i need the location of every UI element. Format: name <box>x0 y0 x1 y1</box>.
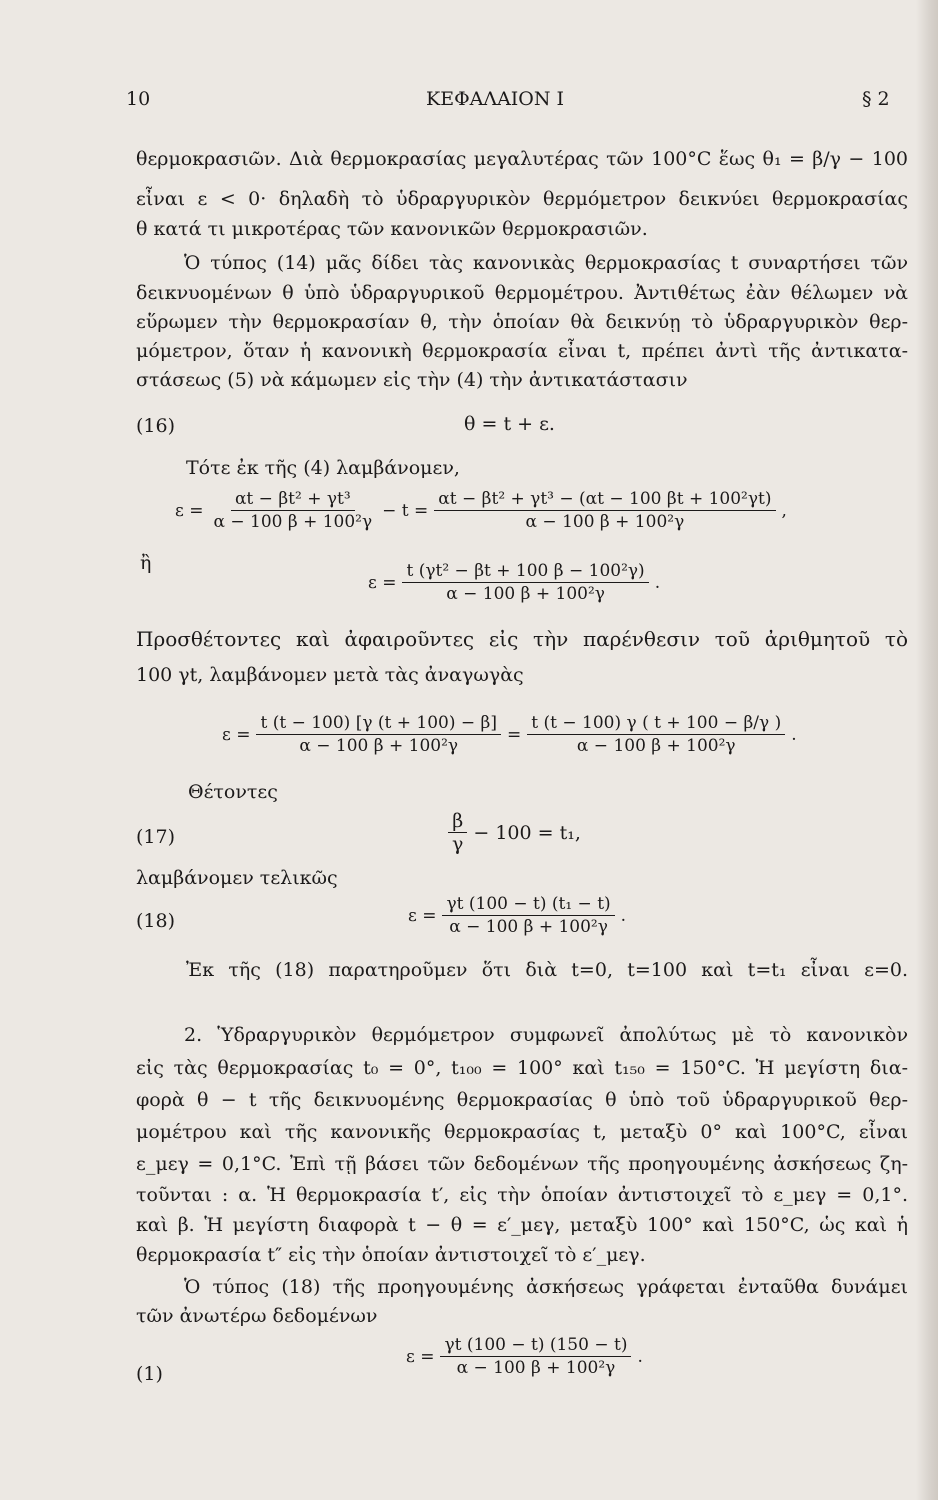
text-line: καὶ β. Ἡ μεγίστη διαφορὰ t − θ = ε′_μεγ, μεταξὺ 100° καὶ 150°C, ὡς καὶ ἡ <box>136 1214 908 1236</box>
text-line: εἶναι ε < 0· δηλαδὴ τὸ ὑδραργυρικὸν θερμόμετρον δεικνύει θερμοκρασίας <box>136 188 908 210</box>
eq-tail: , <box>781 500 787 521</box>
equation-17 <box>448 810 581 855</box>
text-line: στάσεως (5) νὰ κάμωμεν εἰς τὴν (4) τὴν ἀντικατάστασιν <box>136 369 688 391</box>
denominator: α − 100 β + 100²γ <box>299 736 459 756</box>
equation-1 <box>406 1334 643 1379</box>
text-line: θ κατά τι μικροτέρας τῶν κανονικῶν θερμοκρασιῶν. <box>136 218 648 240</box>
numerator: αt − βt² + γt³ − (αt − 100 βt + 100²γt) <box>434 488 775 511</box>
numerator: αt − βt² + γt³ <box>231 488 355 511</box>
eq-tail: . <box>620 905 627 926</box>
equation-epsilon-expansion <box>175 488 787 533</box>
text-line: θερμοκρασιῶν. Διὰ θερμοκρασίας μεγαλυτέρας τῶν 100°C ἕως θ₁ = β/γ − 100 <box>136 148 908 170</box>
numerator: γt (100 − t) (t₁ − t) <box>442 893 614 916</box>
numerator: t (t − 100) γ ( t + 100 − β/γ ) <box>527 712 785 735</box>
denominator: α − 100 β + 100²γ <box>576 736 736 756</box>
text-line: Ἐκ τῆς (18) παρατηροῦμεν ὅτι διὰ t=0, t=100 καὶ t=t₁ εἶναι ε=0. <box>186 959 908 981</box>
denominator: α − 100 β + 100²γ <box>449 917 608 937</box>
numerator: β <box>448 810 467 833</box>
eq-tail: . <box>791 724 797 745</box>
text-line: Ὁ τύπος (14) μᾶς δίδει τὰς κανονικὰς θερμοκρασίας t συναρτήσει τῶν <box>184 252 908 274</box>
eq-tail: . <box>637 1346 643 1367</box>
eq-mid: = <box>507 724 522 745</box>
denominator: γ <box>452 833 464 855</box>
text-line: Τότε ἐκ τῆς (4) λαμβάνομεν, <box>186 457 460 479</box>
numerator: t (t − 100) [γ (t + 100) − β] <box>256 712 501 735</box>
page-number: 10 <box>126 88 151 110</box>
fraction <box>448 810 467 855</box>
fraction <box>402 560 648 605</box>
fraction <box>440 1334 631 1379</box>
section-mark: § 2 <box>862 88 890 110</box>
equation-18 <box>408 893 626 938</box>
text-line: Ὁ τύπος (18) τῆς προηγουμένης ἀσκήσεως γράφεται ἐνταῦθα δυνάμει <box>184 1276 908 1298</box>
denominator: α − 100 β + 100²γ <box>213 512 373 532</box>
eq-lhs: ε = <box>406 1346 435 1367</box>
fraction <box>527 712 785 757</box>
equation-epsilon-factored <box>368 560 660 605</box>
page-edge-shadow <box>916 0 938 1500</box>
fraction <box>256 712 501 757</box>
eq-mid: − t = <box>382 500 429 521</box>
text-line: Θέτοντες <box>188 781 278 803</box>
numerator: t (γt² − βt + 100 β − 100²γ) <box>402 560 648 583</box>
denominator: α − 100 β + 100²γ <box>525 512 685 532</box>
eq-lhs: ε = <box>175 500 204 521</box>
fraction <box>434 488 775 533</box>
text-line: ἢ <box>140 552 152 574</box>
text-line: δεικνυομένων θ ὑπὸ ὑδραργυρικοῦ θερμομέτρου. Ἀντιθέτως ἐὰν θέλωμεν νὰ <box>136 282 908 304</box>
text-line: θερμοκρασία t″ εἰς τὴν ὁποίαν ἀντιστοιχεῖ τὸ ε′_μεγ. <box>136 1244 646 1266</box>
equation-label: (18) <box>136 910 176 932</box>
fraction <box>442 893 614 938</box>
denominator: α − 100 β + 100²γ <box>456 1358 616 1378</box>
denominator: α − 100 β + 100²γ <box>446 584 605 604</box>
eq-lhs: ε = <box>408 905 437 926</box>
text-line: φορὰ θ − t τῆς δεικνυομένης θερμοκρασίας θ ὑπὸ τοῦ ὑδραργυρικοῦ θερ- <box>136 1089 908 1111</box>
fraction <box>209 488 376 533</box>
equation-epsilon-reduced <box>222 712 797 757</box>
equation-label: (16) <box>136 415 176 437</box>
text-line: τῶν ἀνωτέρω δεδομένων <box>136 1305 378 1327</box>
eq-lhs: ε = <box>368 572 397 593</box>
text-line: εὕρωμεν τὴν θερμοκρασίαν θ, τὴν ὁποίαν θὰ δεικνύῃ τὸ ὑδραργυρικὸν θερ- <box>136 311 908 333</box>
text-line: ε_μεγ = 0,1°C. Ἐπὶ τῇ βάσει τῶν δεδομένων τῆς προηγουμένης ἀσκήσεως ζη- <box>136 1153 908 1175</box>
chapter-title: ΚΕΦΑΛΑΙΟΝ Ι <box>426 88 565 110</box>
text-line: εἰς τὰς θερμοκρασίας t₀ = 0°, t₁₀₀ = 100° καὶ t₁₅₀ = 150°C. Ἡ μεγίστη δια- <box>136 1057 908 1079</box>
numerator: γt (100 − t) (150 − t) <box>440 1334 631 1357</box>
text-line: λαμβάνομεν τελικῶς <box>136 867 338 889</box>
eq-lhs: ε = <box>222 724 251 745</box>
text-line: Προσθέτοντες καὶ ἀφαιροῦντες εἰς τὴν παρένθεσιν τοῦ ἀριθμητοῦ τὸ <box>136 627 908 651</box>
equation-label: (1) <box>136 1363 163 1385</box>
equation-label: (17) <box>136 826 176 848</box>
text-line: 100 γt, λαμβάνομεν μετὰ τὰς ἀναγωγὰς <box>136 664 524 686</box>
eq-tail: . <box>654 572 661 593</box>
eq-rest: − 100 = t₁, <box>473 821 581 844</box>
text-line: μομέτρου καὶ τῆς κανονικῆς θερμοκρασίας t, μεταξὺ 0° καὶ 100°C, εἶναι <box>136 1121 908 1143</box>
text-line: τοῦνται : α. Ἡ θερμοκρασία t′, εἰς τὴν ὁποίαν ἀντιστοιχεῖ τὸ ε_μεγ = 0,1°. <box>136 1184 908 1206</box>
equation-16: θ = t + ε. <box>464 413 555 435</box>
text-line: μόμετρον, ὅταν ἡ κανονικὴ θερμοκρασία εἶναι t, πρέπει ἀντὶ τῆς ἀντικατα- <box>136 340 908 362</box>
text-line: 2. Ὑδραργυρικὸν θερμόμετρον συμφωνεῖ ἀπολύτως μὲ τὸ κανονικὸν <box>184 1024 908 1046</box>
